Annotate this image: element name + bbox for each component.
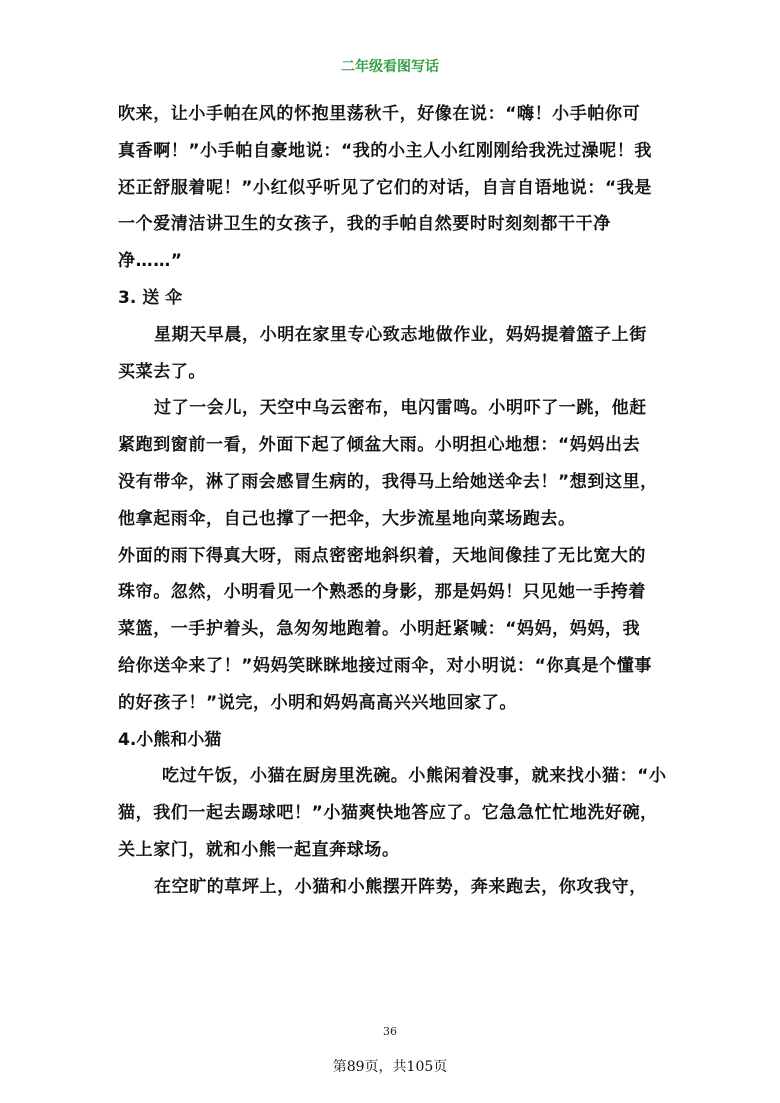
text-line: 真香啊！”小手帕自豪地说：“我的小主人小红刚刚给我洗过澡呢！我 bbox=[118, 140, 652, 161]
text-line: 的好孩子！”说完，小明和妈妈高高兴兴地回家了。 bbox=[118, 692, 517, 713]
text-line: 关上家门，就和小熊一起直奔球场。 bbox=[118, 839, 400, 860]
text-line: 给你送伞来了！”妈妈笑眯眯地接过雨伞，对小明说：“你真是个懂事 bbox=[118, 655, 652, 676]
text-line: 还正舒服着呢！”小红似乎听见了它们的对话，自言自语地说：“我是 bbox=[118, 177, 652, 198]
document-body bbox=[118, 96, 678, 906]
text-line: 过了一会儿，天空中乌云密布，电闪雷鸣。小明吓了一跳，他赶 bbox=[154, 398, 647, 419]
text-line: 一个爱清洁讲卫生的女孩子，我的手帕自然要时时刻刻都干干净 bbox=[118, 214, 611, 235]
text-line: 外面的雨下得真大呀，雨点密密地斜织着，天地间像挂了无比宽大的 bbox=[118, 545, 646, 566]
page-footer-info: 第89页，共105页 bbox=[332, 1059, 448, 1075]
text-line: 紧跑到窗前一看，外面下起了倾盆大雨。小明担心地想：“妈妈出去 bbox=[118, 435, 641, 456]
text-line: 在空旷的草坪上，小猫和小熊摆开阵势，奔来跑去，你攻我守， bbox=[154, 876, 647, 897]
section-4-heading: 4.小熊和小猫 bbox=[118, 729, 222, 750]
text-line: 没有带伞，淋了雨会感冒生病的，我得马上给她送伞去！”想到这里， bbox=[118, 471, 658, 492]
document-header-title: 二年级看图写话 bbox=[341, 59, 439, 75]
page-number: 36 bbox=[383, 1025, 397, 1038]
text-line: 珠帘。忽然，小明看见一个熟悉的身影，那是妈妈！只见她一手挎着 bbox=[118, 582, 646, 603]
text-line: 猫，我们一起去踢球吧！”小猫爽快地答应了。它急急忙忙地洗好碗， bbox=[118, 803, 658, 824]
text-line: 菜篮，一手护着头，急匆匆地跑着。小明赶紧喊：“妈妈，妈妈，我 bbox=[118, 619, 641, 640]
text-line: 星期天早晨，小明在家里专心致志地做作业，妈妈提着篮子上街 bbox=[154, 324, 647, 345]
text-line: 吃过午饭，小猫在厨房里洗碗。小熊闲着没事，就来找小猫：“小 bbox=[162, 766, 667, 787]
text-line: 买菜去了。 bbox=[118, 361, 206, 382]
text-line: 他拿起雨伞，自己也撑了一把伞，大步流星地向菜场跑去。 bbox=[118, 508, 576, 529]
text-line: 吹来，让小手帕在风的怀抱里荡秋千，好像在说：“嗨！小手帕你可 bbox=[118, 104, 641, 124]
text-line: 净……” bbox=[118, 251, 183, 272]
section-3-heading: 3. 送 伞 bbox=[118, 287, 183, 308]
